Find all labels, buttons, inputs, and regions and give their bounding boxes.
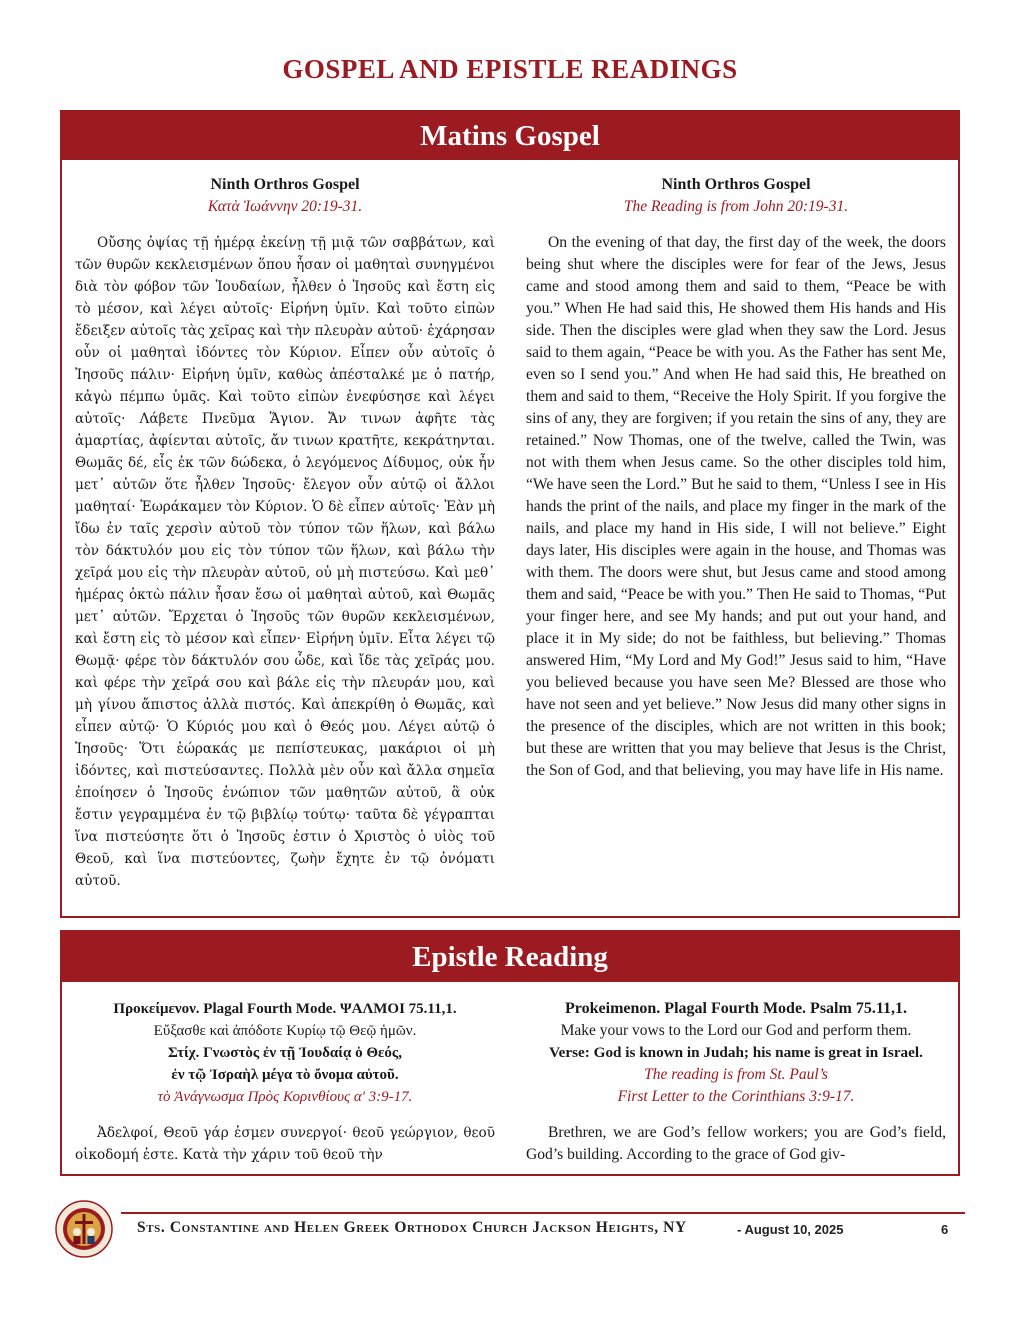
greek-verse-line1: Στίχ. Γνωστὸς ἐν τῇ Ἰουδαίᾳ ὁ Θεός, — [168, 1045, 402, 1061]
matins-gospel-section — [60, 110, 960, 918]
english-verse-line: Verse: God is known in Judah; his name is great in Israel. — [549, 1044, 923, 1061]
english-gospel-text: On the evening of that day, the first day of the week, the doors being shut where the disciples were for fear of the Jews, Jesus came and stood among them and said to them, “Peace be with you.” When He had said this, He showed them His hands and His side. Then the disciples were glad when they saw the Lord. Jesus said to them again, “Peace be with you. As the Father has sent Me, even so I send you.” And when He had said this, He breathed on them and said to them, “Receive the Holy Spirit. If you forgive the sins of any, they are forgiven; if you retain the sins of any, they are retained.” Now Thomas, one of the twelve, called the Twin, was not with them when Jesus came. So the other disciples told him, “We have seen the Lord.” But he said to them, “Unless I see in His hands the print of the nails, and place my finger in the mark of the nails, and place my hand in His side, I will not believe.” Eight days later, His disciples were again in the house, and Thomas was with them. The doors were shut, but Jesus came and stood among them and said, “Peace be with you.” Then He said to Thomas, “Put your finger here, and see My hands; and put out your hand, and place it in My side; do not be faithless, but believing.” Thomas answered Him, “My Lord and My God!” Jesus said to him, “Have you believed because you have seen Me? Blessed are those who have not seen and yet believe.” Now Jesus did many other signs in the presence of the disciples, which are not written in this book; but these are written that you may believe that Jesus is the Christ, the Son of God, and that believing, you may have life in His name. — [526, 234, 946, 779]
english-gospel-reference: The Reading is from John 20:19-31. — [623, 198, 849, 215]
greek-gospel-title: Ninth Orthros Gospel — [210, 176, 360, 193]
english-epistle-reference-2: First Letter to the Corinthians 3:9-17. — [617, 1088, 855, 1105]
footer-date: - August 10, 2025 — [737, 1222, 844, 1237]
greek-prokeimenon-line: Εὔξασθε καὶ ἀπόδοτε Κυρίῳ τῷ Θεῷ ἡμῶν. — [153, 1023, 417, 1039]
english-epistle-reference-1: The reading is from St. Paul’s — [644, 1066, 828, 1083]
epistle-greek-column — [75, 998, 495, 1166]
english-gospel-title: Ninth Orthros Gospel — [661, 176, 811, 193]
english-epistle-text: Brethren, we are God’s fellow workers; you are God’s field, God’s building. According to the grace of God giv- — [526, 1124, 946, 1163]
matins-english-column — [526, 174, 946, 782]
matins-greek-column — [75, 174, 495, 892]
matins-gospel-header: Matins Gospel — [62, 112, 958, 160]
english-prokeimenon-line: Make your vows to the Lord our God and perform them. — [560, 1022, 912, 1039]
greek-gospel-reference: Κατὰ Ἰωάννην 20:19-31. — [207, 198, 363, 215]
greek-epistle-text: Ἀδελφοί, Θεοῦ γάρ ἐσμεν συνεργοί· θεοῦ γεώργιον, θεοῦ οἰκοδομή ἐστε. Κατὰ τὴν χάριν τοῦ θεοῦ τὴν — [75, 1125, 495, 1163]
greek-gospel-text: Οὔσης ὀψίας τῇ ἡμέρᾳ ἐκείνῃ τῇ μιᾷ τῶν σαββάτων, καὶ τῶν θυρῶν κεκλεισμένων ὅπου ἦσαν οἱ μαθηταὶ συνηγμένοι διὰ τὸν φόβον τῶν Ἰουδαίων, ἦλθεν ὁ Ἰησοῦς καὶ ἔστη εἰς τὸ μέσον, καὶ λέγει αὐτοῖς· Εἰρήνη ὑμῖν. Καὶ τοῦτο εἰπὼν ἔδειξεν αὐτοῖς τὰς χεῖρας καὶ τὴν πλευρὰν αὐτοῦ· ἐχάρησαν οὖν οἱ μαθηταὶ ἰδόντες τὸν Κύριον. Εἶπεν οὖν αὐτοῖς ὁ Ἰησοῦς πάλιν· Εἰρήνη ὑμῖν, καθὼς ἀπέσταλκέ με ὁ πατήρ, κἀγὼ πέμπω ὑμᾶς. Καὶ τοῦτο εἰπὼν ἐνεφύσησε καὶ λέγει αὐτοῖς· Λάβετε Πνεῦμα Ἅγιον. Ἄν τινων ἀφῆτε τὰς ἁμαρτίας, ἀφίενται αὐτοῖς, ἄν τινων κρατῆτε, κεκράτηνται. Θωμᾶς δέ, εἷς ἐκ τῶν δώδεκα, ὁ λεγόμενος Δίδυμος, οὐκ ἦν μετ᾽ αὐτῶν ὅτε ἦλθεν Ἰησοῦς· ἔλεγον οὖν αὐτῷ οἱ ἄλλοι μαθηταί· Ἑωράκαμεν τὸν Κύριον. Ὁ δὲ εἶπεν αὐτοῖς· Ἐὰν μὴ ἴδω ἐν ταῖς χερσὶν αὐτοῦ τὸν τύπον τῶν ἥλων, καὶ βάλω τὸν δάκτυλόν μου εἰς τὸν τύπον τῶν ἥλων, καὶ βάλω τὴν χεῖρά μου εἰς τὴν πλευρὰν αὐτοῦ, οὐ μὴ πιστεύσω. Καὶ μεθ᾽ ἡμέρας ὀκτὼ πάλιν ἦσαν ἔσω οἱ μαθηταὶ αὐτοῦ, καὶ Θωμᾶς μετ᾽ αὐτῶν. Ἔρχεται ὁ Ἰησοῦς τῶν θυρῶν κεκλεισμένων, καὶ ἔστη εἰς τὸ μέσον καὶ εἶπεν· Εἰρήνη ὑμῖν. Εἶτα λέγει τῷ Θωμᾷ· φέρε τὸν δάκτυλόν σου ὧδε, καὶ ἴδε τὰς χεῖράς μου. καὶ φέρε τὴν χεῖρά σου καὶ βάλε εἰς τὴν πλευράν μου, καὶ μὴ γίνου ἄπιστος ἀλλὰ πιστός. Καὶ ἀπεκρίθη ὁ Θωμᾶς, καὶ εἶπεν αὐτῷ· Ὁ Κύριός μου καὶ ὁ Θεός μου. Λέγει αὐτῷ ὁ Ἰησοῦς· Ὅτι ἑώρακάς με πεπίστευκας, μακάριοι οἱ μὴ ἰδόντες, καὶ πιστεύσαντες. Πολλὰ μὲν οὖν καὶ ἄλλα σημεῖα ἐποίησεν ὁ Ἰησοῦς ἐνώπιον τῶν μαθητῶν αὐτοῦ, ἃ οὐκ ἔστιν γεγραμμένα ἐν τῷ βιβλίῳ τούτῳ· ταῦτα δὲ γέγραπται ἵνα πιστεύσητε ὅτι ὁ Ἰησοῦς ἐστιν ὁ Χριστὸς ὁ υἱὸς τοῦ Θεοῦ, καὶ ἵνα πιστεύοντες, ζωὴν ἔχητε ἐν τῷ ὀνόματι αὐτοῦ. — [75, 235, 495, 889]
page-title: GOSPEL AND EPISTLE READINGS — [282, 54, 738, 84]
footer-rule — [121, 1212, 965, 1214]
english-prokeimenon: Prokeimenon. Plagal Fourth Mode. Psalm 75.11,1. — [565, 1000, 907, 1017]
footer-church-name: Sts. Constantine and Helen Greek Orthodox Church Jackson Heights, NY — [137, 1219, 687, 1236]
church-seal-icon — [55, 1200, 113, 1258]
greek-prokeimenon: Προκείμενον. Plagal Fourth Mode. ΨΑΛΜΟΙ 75.11,1. — [113, 1001, 457, 1017]
epistle-english-column — [526, 998, 946, 1166]
page-footer — [55, 1195, 965, 1265]
greek-epistle-reference: τὸ Ἀνάγνωσμα Πρὸς Κορινθίους α' 3:9-17. — [157, 1089, 413, 1105]
greek-verse-line2: ἐν τῷ Ἰσραὴλ μέγα τὸ ὄνομα αὐτοῦ. — [171, 1067, 399, 1083]
epistle-reading-section — [60, 930, 960, 1176]
epistle-reading-header: Epistle Reading — [62, 932, 958, 982]
page-number: 6 — [941, 1222, 949, 1237]
